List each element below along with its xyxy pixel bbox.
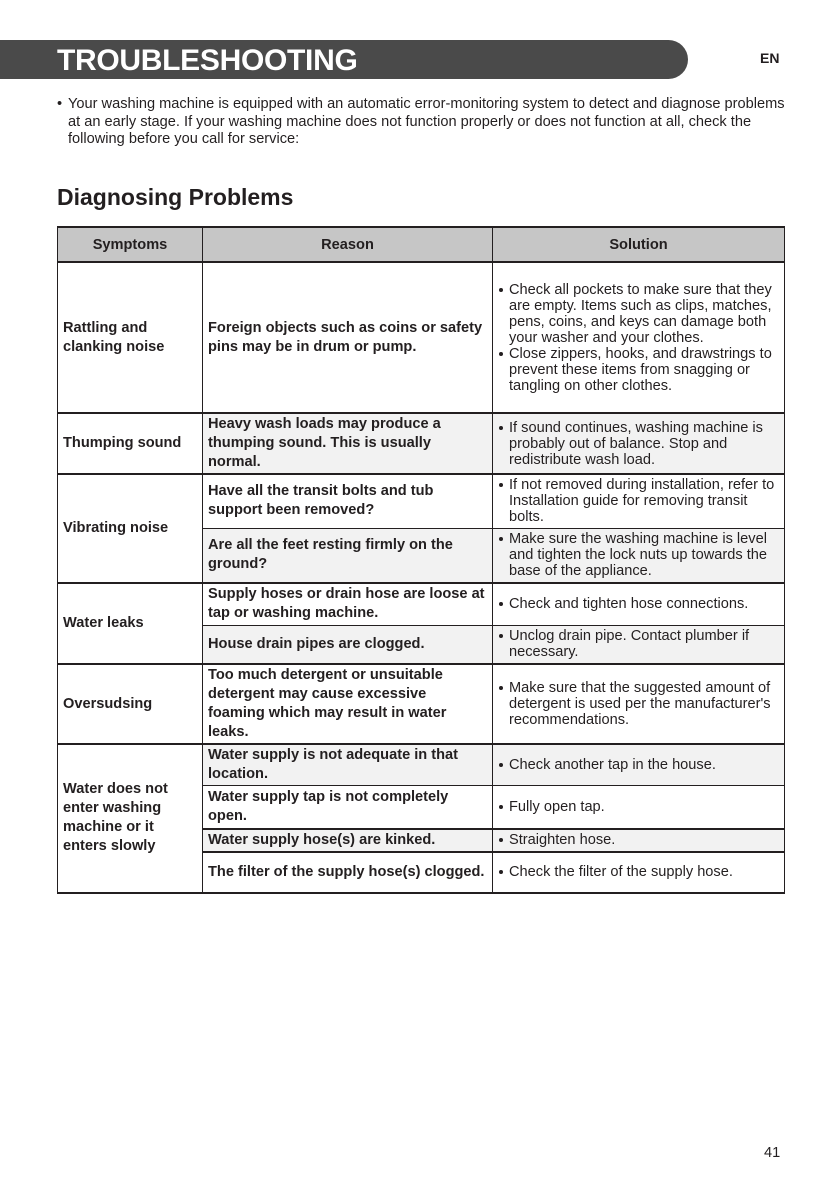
table-header-row <box>58 227 785 262</box>
reason-cell: House drain pipes are clogged. <box>203 625 493 664</box>
diagnosis-table <box>57 226 785 894</box>
header-reason: Reason <box>203 227 493 262</box>
solution-item: Check the filter of the supply hose. <box>498 864 779 880</box>
solution-item: Check another tap in the house. <box>498 757 779 773</box>
language-label: EN <box>760 50 780 66</box>
symptom-cell: Rattling and clanking noise <box>58 262 203 413</box>
solution-item: Make sure the washing machine is level and tighten the lock nuts up towards the base of the appliance. <box>498 531 779 579</box>
reason-cell: The filter of the supply hose(s) clogged. <box>203 852 493 893</box>
solution-cell <box>493 786 785 829</box>
solution-cell <box>493 829 785 852</box>
solution-item: Straighten hose. <box>498 832 779 848</box>
reason-cell: Water supply hose(s) are kinked. <box>203 829 493 852</box>
header-solution: Solution <box>493 227 785 262</box>
symptom-cell: Thumping sound <box>58 413 203 474</box>
solution-cell <box>493 583 785 625</box>
solution-cell <box>493 262 785 413</box>
solution-item: If sound continues, washing machine is probably out of balance. Stop and redistribute wash load. <box>498 420 779 468</box>
solution-cell <box>493 413 785 474</box>
solution-item: Close zippers, hooks, and drawstrings to prevent these items from snagging or tangling on other clothes. <box>498 346 779 394</box>
reason-cell: Are all the feet resting firmly on the ground? <box>203 528 493 583</box>
page-number: 41 <box>764 1145 781 1161</box>
reason-cell: Have all the transit bolts and tub support been removed? <box>203 474 493 528</box>
solution-cell <box>493 744 785 786</box>
intro-paragraph <box>57 96 797 149</box>
solution-cell <box>493 664 785 744</box>
solution-item: Unclog drain pipe. Contact plumber if necessary. <box>498 628 779 660</box>
intro-text: Your washing machine is equipped with an automatic error-monitoring system to detect and diagnose problems at an early stage. If your washing machine does not function properly or does not function at all, check the following before you call for service: <box>68 96 785 147</box>
bullet-icon: • <box>57 96 63 112</box>
solution-item: If not removed during installation, refer to Installation guide for removing transit bolts. <box>498 477 779 525</box>
solution-cell <box>493 474 785 528</box>
table-row <box>58 413 785 474</box>
page-title: TROUBLESHOOTING <box>57 44 358 77</box>
solution-cell <box>493 528 785 583</box>
symptom-cell: Water leaks <box>58 583 203 664</box>
solution-item: Fully open tap. <box>498 799 779 815</box>
solution-item: Make sure that the suggested amount of detergent is used per the manufacturer's recommendations. <box>498 680 779 728</box>
reason-cell: Supply hoses or drain hose are loose at tap or washing machine. <box>203 583 493 625</box>
section-title: Diagnosing Problems <box>57 184 294 210</box>
reason-cell: Heavy wash loads may produce a thumping sound. This is usually normal. <box>203 413 493 474</box>
reason-cell: Foreign objects such as coins or safety pins may be in drum or pump. <box>203 262 493 413</box>
reason-cell: Water supply is not adequate in that location. <box>203 744 493 786</box>
table-row <box>58 474 785 528</box>
symptom-cell: Oversudsing <box>58 664 203 744</box>
solution-cell <box>493 625 785 664</box>
header-symptoms: Symptoms <box>58 227 203 262</box>
reason-cell: Too much detergent or unsuitable detergent may cause excessive foaming which may result in water leaks. <box>203 664 493 744</box>
symptom-cell: Water does not enter washing machine or it enters slowly <box>58 744 203 893</box>
reason-cell: Water supply tap is not completely open. <box>203 786 493 829</box>
table-row <box>58 664 785 744</box>
table-row <box>58 583 785 625</box>
table-row <box>58 262 785 413</box>
solution-item: Check all pockets to make sure that they are empty. Items such as clips, matches, pens, coins, and keys can damage both your washer and your clothes. <box>498 282 779 346</box>
solution-item: Check and tighten hose connections. <box>498 596 779 612</box>
solution-cell <box>493 852 785 893</box>
symptom-cell: Vibrating noise <box>58 474 203 583</box>
table-row <box>58 744 785 786</box>
